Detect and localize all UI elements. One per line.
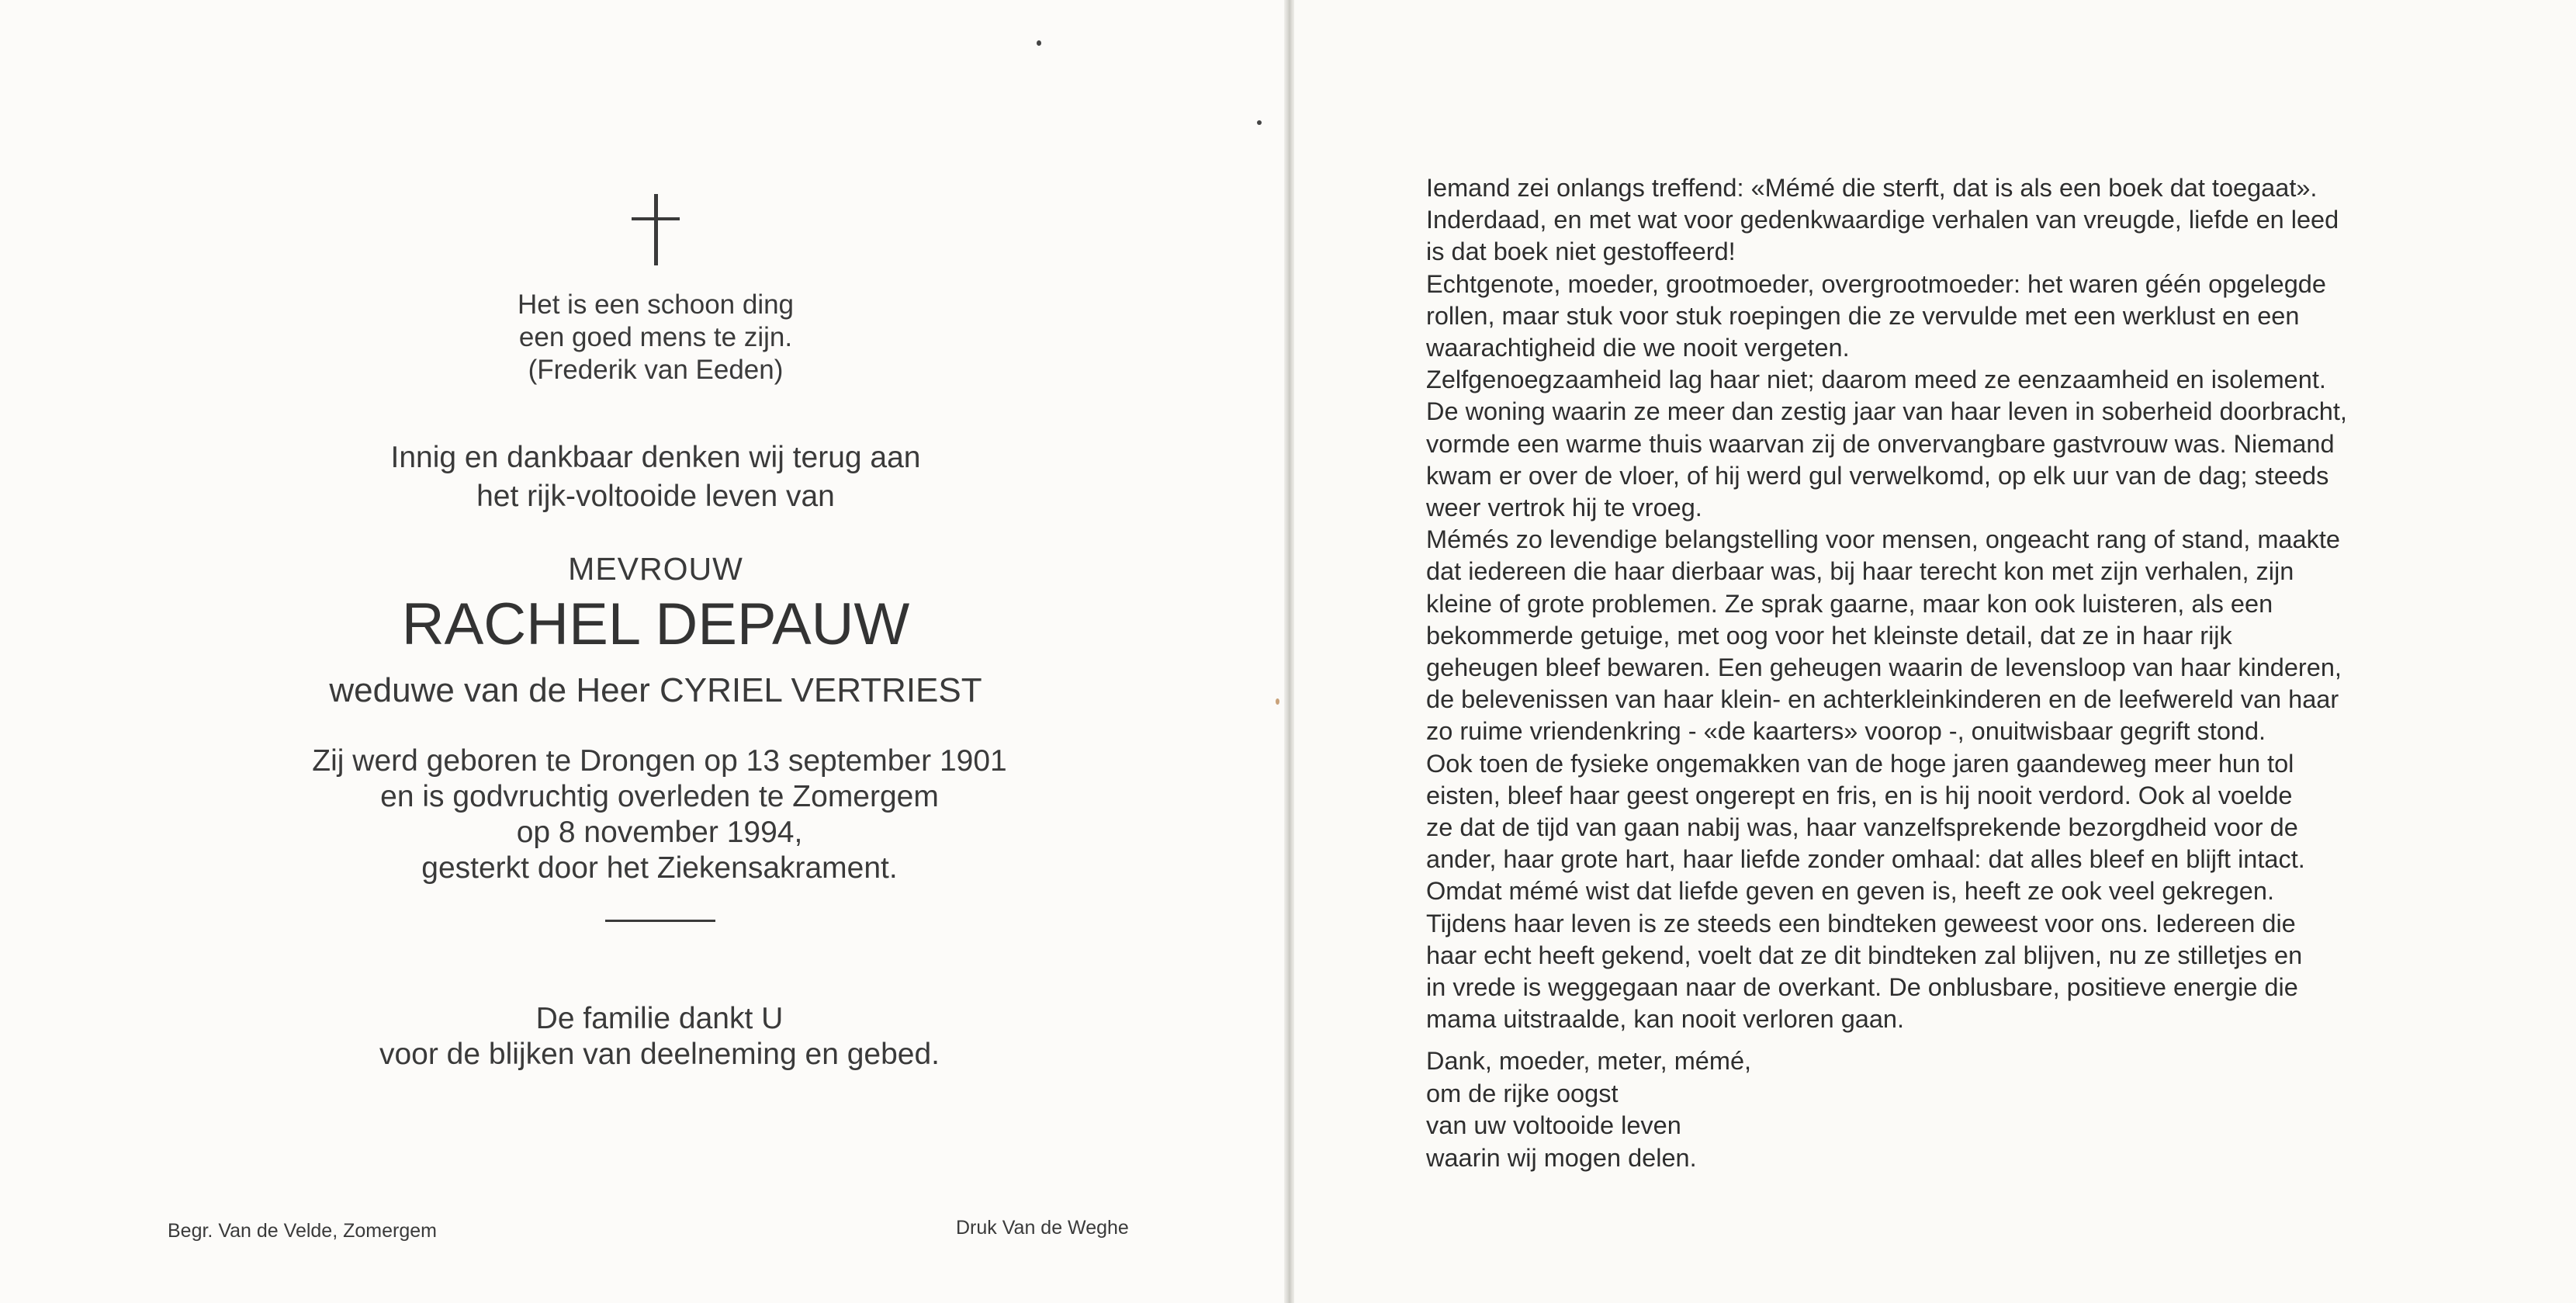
widow-line: weduwe van de Heer CYRIEL VERTRIEST xyxy=(329,671,982,709)
closing-line: om de rijke oogst xyxy=(1426,1079,1619,1107)
text-line: Echtgenote, moeder, grootmoeder, overgrootmoeder: het waren géén opgelegde xyxy=(1426,269,2326,298)
intro-line: het rijk-voltooide leven van xyxy=(476,480,835,513)
text-line: eisten, bleef haar geest ongerept en fris, en is hij nooit verdord. Ook al voelde xyxy=(1426,781,2293,809)
text-line: rollen, maar stuk voor stuk roepingen die ze vervulde met een werklust en een xyxy=(1426,301,2300,330)
intro-text xyxy=(295,438,1016,516)
text-line: de belevenissen van haar klein- en achterkleinkinderen en de leefwereld van haar xyxy=(1426,685,2339,714)
text-line: Mémés zo levendige belangstelling voor mensen, ongeacht rang of stand, maakte xyxy=(1426,525,2340,554)
text-line: Iemand zei onlangs treffend: «Mémé die sterft, dat is als een boek dat toegaat». xyxy=(1426,174,2318,202)
closing-line: Dank, moeder, meter, mémé, xyxy=(1426,1047,1752,1075)
quote-author: (Frederik van Eeden) xyxy=(528,355,784,385)
card-fold xyxy=(1284,0,1295,1303)
undertaker-credit: Begr. Van de Velde, Zomergem xyxy=(168,1220,437,1242)
text-line: kleine of grote problemen. Ze sprak gaarne, maar kon ook luisteren, als een xyxy=(1426,589,2273,618)
text-line: ze dat de tijd van gaan nabij was, haar vanzelfsprekende bezorgdheid voor de xyxy=(1426,813,2298,842)
birth-death-info xyxy=(233,743,1086,886)
text-line: weer vertrok hij te vroeg. xyxy=(1426,494,1702,522)
text-line: waarachtigheid die we nooit vergeten. xyxy=(1426,334,1850,362)
info-line: Zij werd geboren te Drongen op 13 september 1901 xyxy=(312,744,1007,778)
quote-line: Het is een schoon ding xyxy=(517,289,795,320)
text-line: Omdat mémé wist dat liefde geven en geven is, heeft ze ook veel gekregen. xyxy=(1426,877,2274,906)
text-line: zo ruime vriendenkring - «de kaarters» voorop -, onuitwisbaar gegrift stond. xyxy=(1426,717,2266,746)
divider xyxy=(605,920,715,922)
closing-line: van uw voltooide leven xyxy=(1426,1111,1681,1139)
printer-credit: Druk Van de Weghe xyxy=(956,1217,1129,1239)
paper-speck xyxy=(1257,120,1262,125)
text-line: Zelfgenoegzaamheid lag haar niet; daarom meed ze eenzaamheid en isolement. xyxy=(1426,366,2326,394)
deceased-name: RACHEL DEPAUW xyxy=(401,591,910,657)
text-line: vormde een warme thuis waarvan zij de onvervangbare gastvrouw was. Niemand xyxy=(1426,429,2335,458)
quote xyxy=(435,289,877,386)
info-line: en is godvruchtig overleden te Zomergem xyxy=(380,780,939,813)
thanks-line: De familie dankt U xyxy=(535,1002,784,1035)
text-line: haar echt heeft gekend, voelt dat ze dit bindteken zal blijven, nu ze stilletjes en xyxy=(1426,941,2303,969)
text-line: mama uitstraalde, kan nooit verloren gaan. xyxy=(1426,1005,1905,1034)
text-line: De woning waarin ze meer dan zestig jaar van haar leven in soberheid doorbracht, xyxy=(1426,397,2347,426)
family-thanks xyxy=(279,1001,1040,1073)
closing-verse xyxy=(1426,1045,1751,1174)
text-line: is dat boek niet gestoffeerd! xyxy=(1426,237,1736,266)
closing-line: waarin wij mogen delen. xyxy=(1426,1143,1697,1172)
tribute-text xyxy=(1426,172,2543,1035)
info-line: op 8 november 1994, xyxy=(516,816,803,849)
title-label: MEVROUW xyxy=(568,551,743,587)
text-line: Ook toen de fysieke ongemakken van de hoge jaren gaandeweg meer hun tol xyxy=(1426,749,2294,778)
paper-speck xyxy=(1037,40,1041,46)
text-line: Tijdens haar leven is ze steeds een bindteken geweest voor ons. Iedereen die xyxy=(1426,909,2296,937)
text-line: ander, haar grote hart, haar liefde zonder omhaal: dat alles bleef en blijft intact. xyxy=(1426,845,2305,874)
thanks-line: voor de blijken van deelneming en gebed. xyxy=(379,1038,940,1071)
quote-line: een goed mens te zijn. xyxy=(518,322,793,352)
text-line: kwam er over de vloer, of hij werd gul verwelkomd, op elk uur van de dag; steeds xyxy=(1426,461,2329,490)
info-line: gesterkt door het Ziekensakrament. xyxy=(421,851,898,885)
text-line: geheugen bleef bewaren. Een geheugen waarin de levensloop van haar kinderen, xyxy=(1426,653,2342,682)
intro-line: Innig en dankbaar denken wij terug aan xyxy=(390,441,921,474)
text-line: bekommerde getuige, met oog voor het kleinste detail, dat ze in haar rijk xyxy=(1426,621,2232,650)
text-line: in vrede is weggegaan naar de overkant. De onblusbare, positieve energie die xyxy=(1426,973,2298,1002)
text-line: Inderdaad, en met wat voor gedenkwaardige verhalen van vreugde, liefde en leed xyxy=(1426,206,2339,234)
paper-speck xyxy=(1276,698,1279,705)
cross-icon xyxy=(628,194,684,265)
text-line: dat iedereen die haar dierbaar was, bij haar terecht kon met zijn verhalen, zijn xyxy=(1426,557,2294,586)
